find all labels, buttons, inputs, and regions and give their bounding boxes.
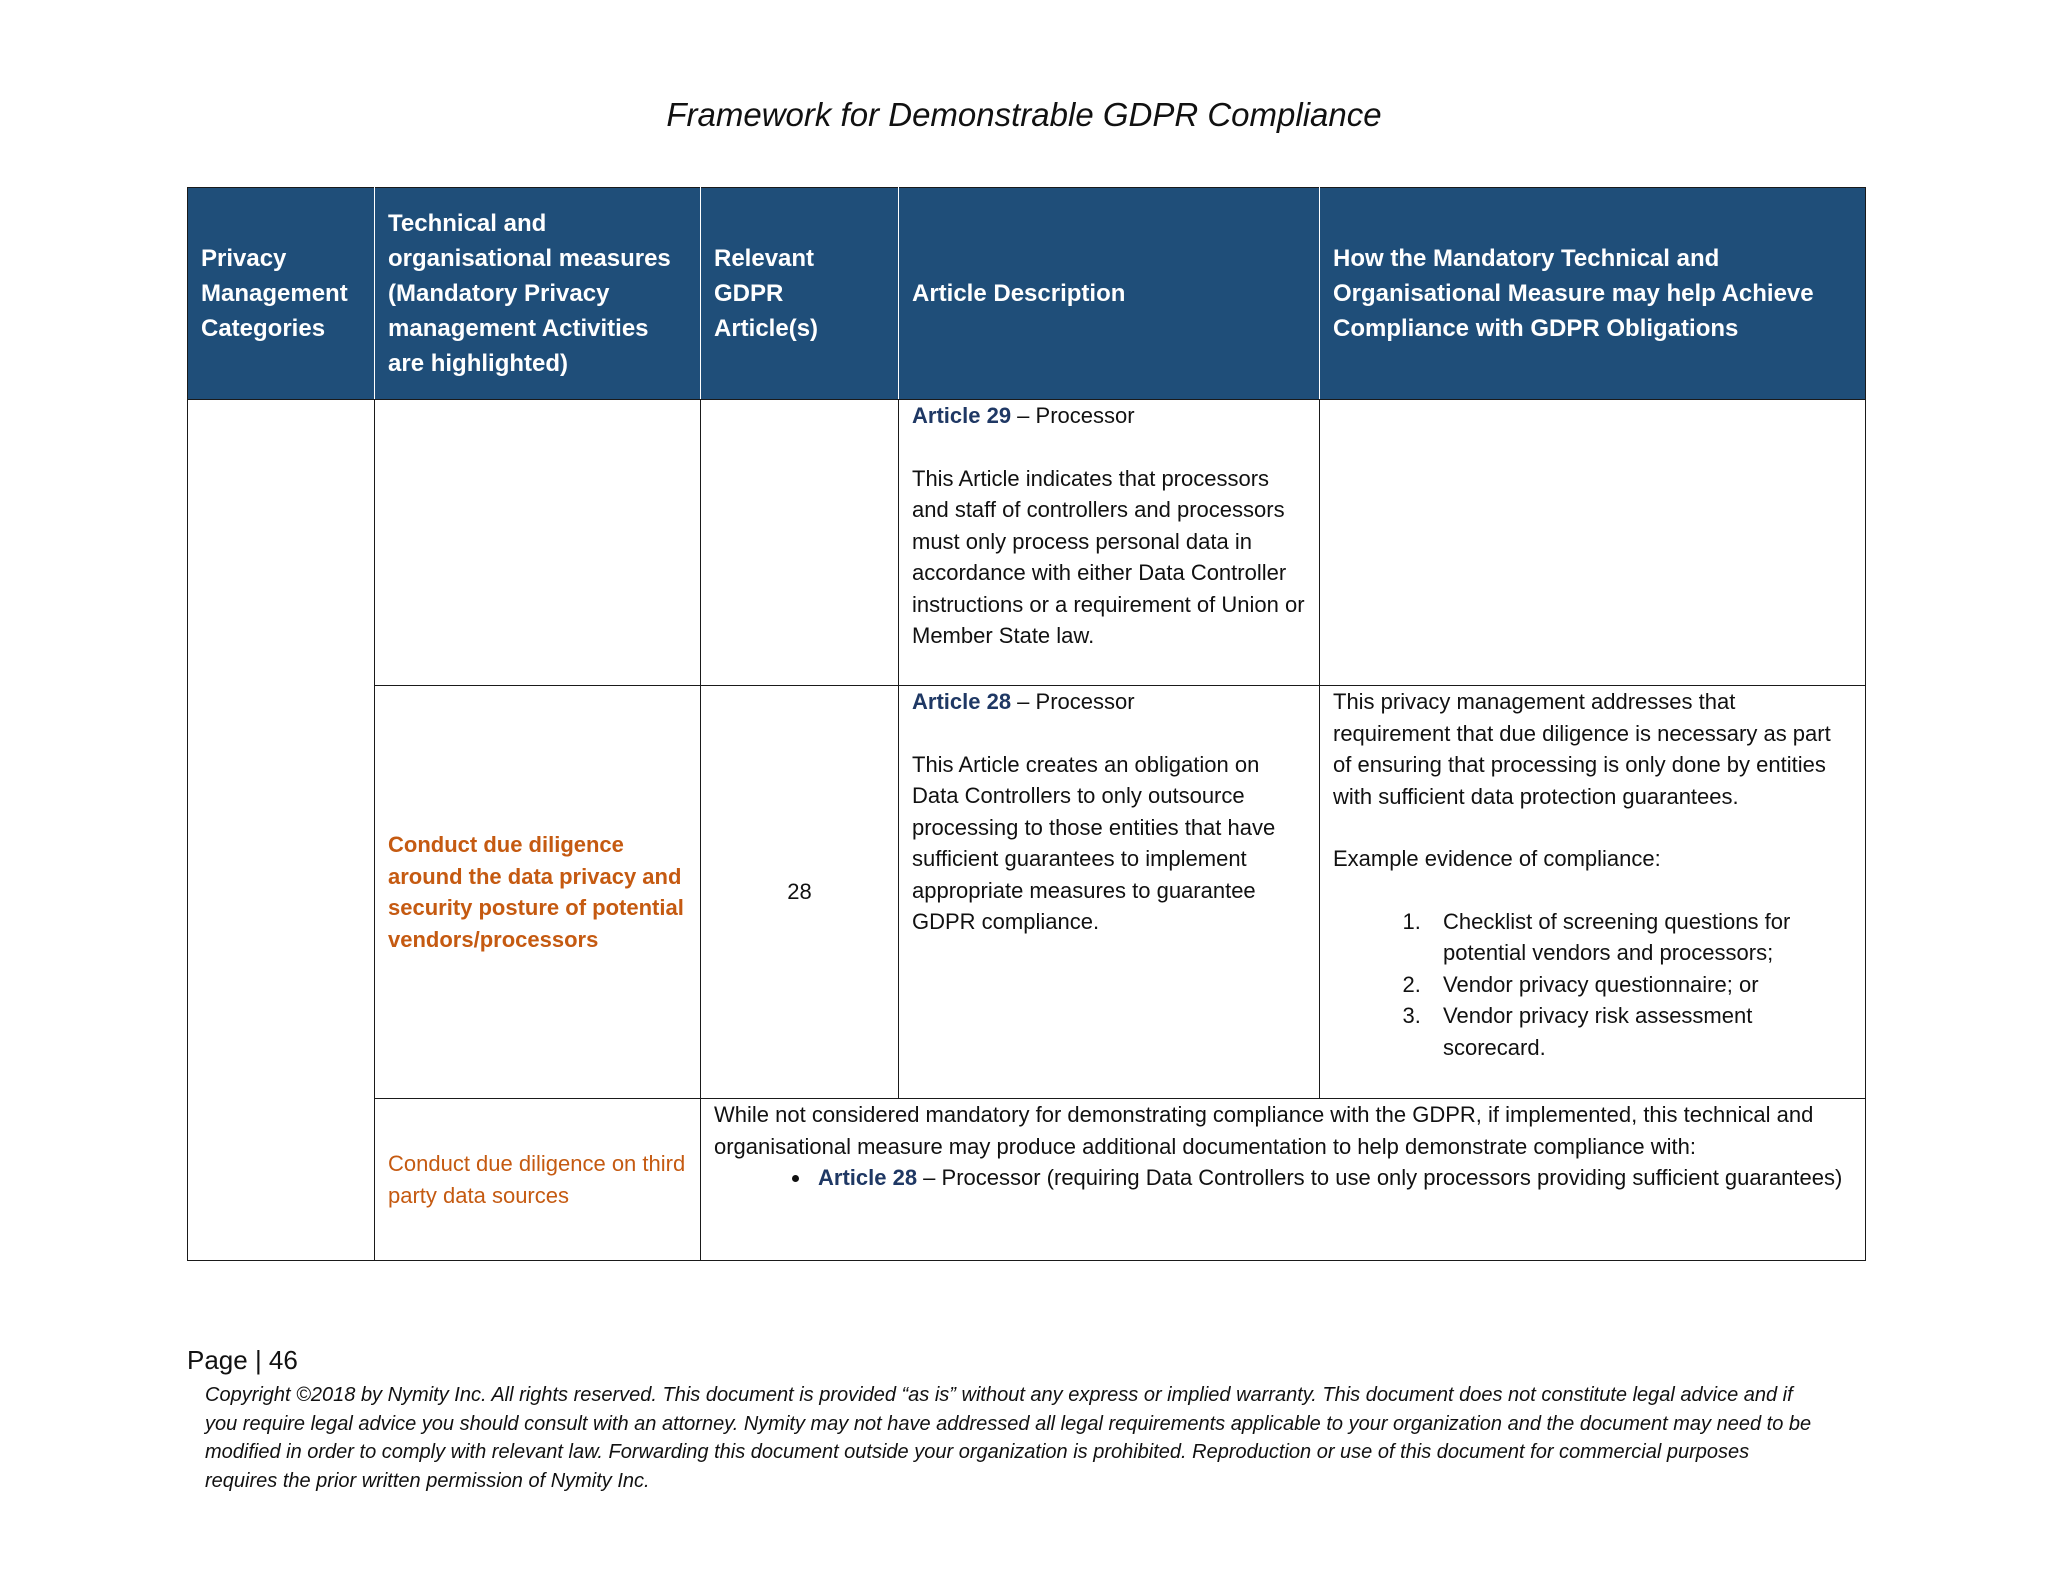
header-privacy-management-categories: Privacy Management Categories: [188, 188, 375, 400]
article-number: 28: [787, 879, 812, 905]
article-28-description: This Article creates an obligation on Data Controllers to only outsource processing to those entities that have sufficient guarantees to implement appropriate measures to guarantee GDPR compliance.: [912, 751, 1276, 934]
evidence-label: Example evidence of compliance:: [1333, 846, 1661, 871]
header-technical-organisational-measures: Technical and organisational measures (Mandatory Privacy management Activities are highlighted): [375, 188, 701, 400]
copyright-notice: Copyright ©2018 by Nymity Inc. All rights reserved. This document is provided “as is” without any express or implied warranty. This document does not constitute legal advice and if you require legal advice you should consult with an attorney. Nymity may not have addressed all legal requirements applicable to your organization and the document may need to be modified in order to comply with relevant law. Forwarding this document outside your organization is prohibited. Reproduction or use of this document for commercial purposes requires the prior written permission of Nymity Inc.: [205, 1384, 1812, 1492]
gdpr-framework-table: [187, 187, 1866, 1261]
table-header-row: [188, 188, 1866, 400]
list-item: 1. Checklist of screening questions for potential vendors and processors;: [1427, 906, 1852, 969]
privacy-category-cell: [188, 400, 375, 1261]
article-29-ref: Article 29: [912, 403, 1012, 428]
non-mandatory-note: While not considered mandatory for demonstrating compliance with the GDPR, if implemented, this technical and organisational measure may produce additional documentation to help demonstrate compliance with:: [714, 1102, 1814, 1159]
bullet-article-ref: Article 28: [818, 1165, 918, 1190]
measure-third-party-sources: Conduct due diligence on third party data sources: [388, 1151, 686, 1208]
how-intro-text: This privacy management addresses that requirement that due diligence is necessary as part of ensuring that processing is only done by entities with sufficient data protection guarantees.: [1333, 689, 1831, 809]
measure-due-diligence-vendors: Conduct due diligence around the data privacy and security posture of potential vendors/processors: [388, 832, 684, 952]
bullet-article-text: – Processor (requiring Data Controllers to use only processors providing sufficient guarantees): [917, 1165, 1843, 1190]
measure-cell-empty: [375, 400, 701, 686]
table-row: [188, 686, 1866, 1099]
article-heading: [912, 686, 1306, 718]
measure-cell: [375, 686, 701, 1099]
article-description-cell: [899, 686, 1320, 1099]
article-29-description: This Article indicates that processors and staff of controllers and processors must only process personal data in accordance with either Data Controller instructions or a requirement of Union or Member State law.: [912, 465, 1305, 648]
document-title: Framework for Demonstrable GDPR Compliance: [666, 96, 1382, 133]
non-mandatory-note-cell: [701, 1099, 1866, 1261]
article-28-title: – Processor: [1011, 689, 1135, 714]
evidence-list: [1333, 906, 1852, 1064]
articles-cell: [701, 686, 899, 1099]
table-row: [188, 400, 1866, 686]
how-measure-helps-cell: [1320, 686, 1866, 1099]
article-29-title: – Processor: [1011, 403, 1135, 428]
table-row: [188, 1099, 1866, 1261]
list-item: 3. Vendor privacy risk assessment scorecard.: [1427, 1000, 1852, 1063]
header-article-description: Article Description: [899, 188, 1320, 400]
article-heading: [912, 400, 1306, 432]
related-articles-list: [714, 1162, 1852, 1194]
how-cell-empty: [1320, 400, 1866, 686]
header-relevant-gdpr-articles: Relevant GDPR Article(s): [701, 188, 899, 400]
list-item: 2. Vendor privacy questionnaire; or: [1427, 969, 1852, 1001]
measure-cell: [375, 1099, 701, 1261]
article-28-ref: Article 28: [912, 689, 1012, 714]
page-number: Page | 46: [187, 1345, 298, 1375]
list-item: [812, 1162, 1852, 1194]
header-how-measure-helps: How the Mandatory Technical and Organisational Measure may help Achieve Compliance with GDPR Obligations: [1320, 188, 1866, 400]
article-description-cell: [899, 400, 1320, 686]
articles-cell-empty: [701, 400, 899, 686]
